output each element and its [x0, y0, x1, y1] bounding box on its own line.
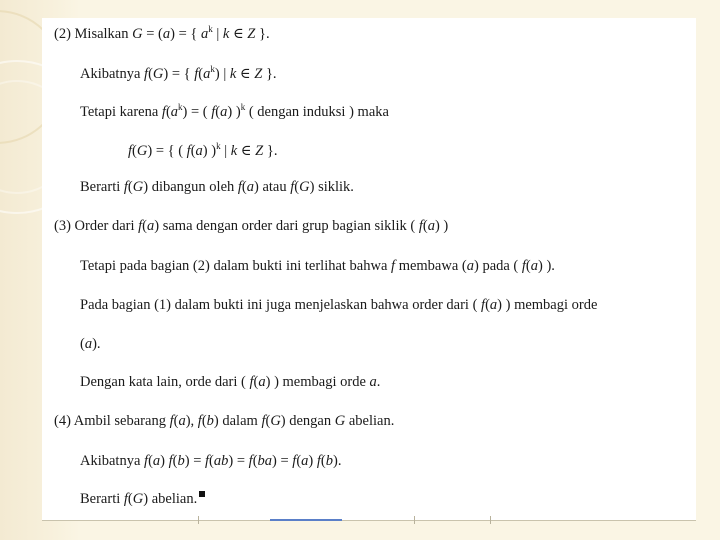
proof-line-3-order: (3) Order dari f(a) sama dengan order dari grup bagian siklik ( f(a) ): [54, 218, 449, 234]
qed-square-icon: [199, 491, 205, 497]
proof-line-final: Berarti f(G) abelian.: [80, 491, 205, 508]
proof-line-commutative: Akibatnya f(a) f(b) = f(ab) = f(ba) = f(a) f(b).: [80, 453, 342, 469]
proof-line-part1-ref: Pada bagian (1) dalam bukti ini juga menjelaskan bahwa order dari ( f(a) ) membagi orde: [80, 297, 598, 313]
proof-line-2-definition: (2) Misalkan G = (a) = { $a^k$ | k ∈ Z }.: [54, 24, 270, 42]
footer-tick: [490, 516, 491, 524]
footer-tick: [198, 516, 199, 524]
proof-line-cyclic: Berarti f(G) dibangun oleh f(a) atau f(G) siklik.: [80, 179, 354, 195]
slide-footer-accent: [270, 519, 342, 521]
footer-tick: [414, 516, 415, 524]
proof-line-image-set: Akibatnya f(G) = { $f(a^k)$ | k ∈ Z }.: [80, 64, 277, 82]
proof-line-conclusion-3: Dengan kata lain, orde dari ( f(a) ) membagi orde a.: [80, 374, 381, 390]
bottom-divider: [42, 520, 696, 521]
proof-line-4-abelian: (4) Ambil sebarang f(a), f(b) dalam f(G) dengan G abelian.: [54, 413, 395, 429]
proof-line-part1-cont: (a).: [80, 336, 101, 352]
proof-line-fg-set: f(G) = { ( f(a) )$^k$ | k ∈ Z }.: [128, 141, 278, 159]
proof-line-part2-ref: Tetapi pada bagian (2) dalam bukti ini terlihat bahwa f membawa (a) pada ( f(a) ).: [80, 258, 555, 274]
document-page: [42, 18, 696, 520]
proof-line-induction: Tetapi karena $f(a^k)$ = ( f(a) )$^k$ ( dengan induksi ) maka: [80, 102, 389, 120]
